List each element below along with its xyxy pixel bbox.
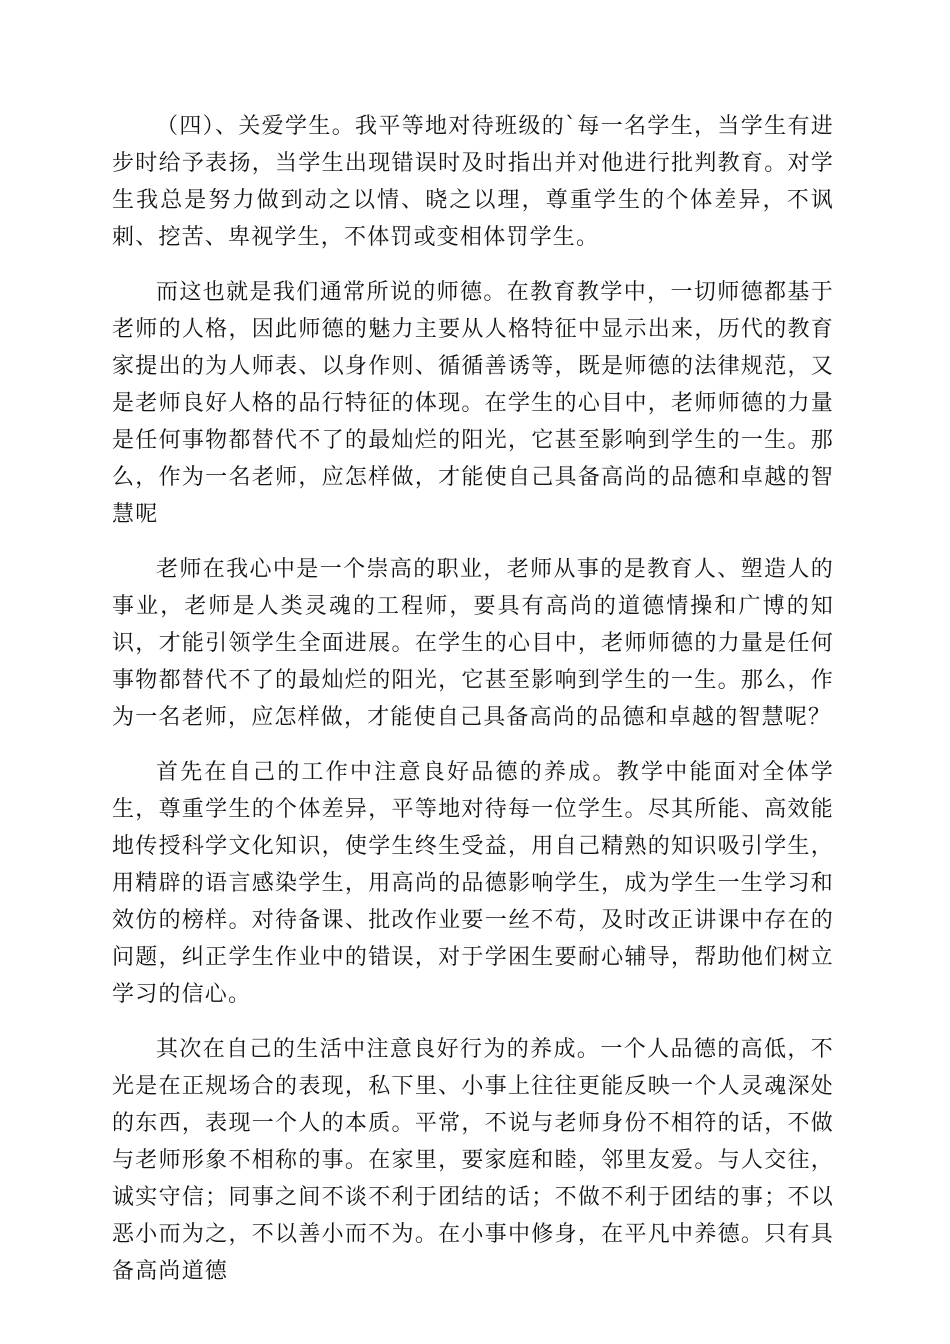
paragraph-noble-profession: 老师在我心中是一个崇高的职业，老师从事的是教育人、塑造人的事业，老师是人类灵魂的工程师，要具有高尚的道德情操和广博的知识，才能引领学生全面进展。在学生的心目中，老师师德的力量是任何事物都替代不了的最灿烂的阳光，它甚至影响到学生的一生。那么，作为一名老师，应怎样做，才能使自己具备高尚的品德和卓越的智慧呢？ (112, 557, 834, 730)
paragraph-life-behavior: 其次在自己的生活中注意良好行为的养成。一个人品德的高低，不光是在正规场合的表现，私下里、小事上往往更能反映一个人灵魂深处的东西，表现一个人的本质。平常，不说与老师身份不相符的话，不做与老师形象不相称的事。在家里，要家庭和睦，邻里友爱。与人交往，诚实守信；同事之间不谈不利于团结的话；不做不利于团结的事；不以恶小而为之，不以善小而不为。在小事中修身，在平凡中养德。只有具备高尚道德 (112, 1037, 834, 1284)
document-body (112, 108, 834, 1290)
paragraph-care-for-students: （四）、关爱学生。我平等地对待班级的`每一名学生，当学生有进步时给予表扬，当学生出现错误时及时指出并对他进行批判教育。对学生我总是努力做到动之以情、晓之以理，尊重学生的个体差异，不讽刺、挖苦、卑视学生，不体罚或变相体罚学生。 (112, 114, 834, 250)
paragraph-work-virtue: 首先在自己的工作中注意良好品德的养成。教学中能面对全体学生，尊重学生的个体差异，平等地对待每一位学生。尽其所能、高效能地传授科学文化知识，使学生终生受益，用自己精熟的知识吸引学生，用精辟的语言感染学生，用高尚的品德影响学生，成为学生一生学习和效仿的榜样。对待备课、批改作业要一丝不苟，及时改正讲课中存在的问题，纠正学生作业中的错误，对于学困生要耐心辅导，帮助他们树立学习的信心。 (112, 760, 834, 1007)
paragraph-teacher-ethics: 而这也就是我们通常所说的师德。在教育教学中，一切师德都基于老师的人格，因此师德的魅力主要从人格特征中显示出来，历代的教育家提出的为人师表、以身作则、循循善诱等，既是师德的法律规范，又是老师良好人格的品行特征的体现。在学生的心目中，老师师德的力量是任何事物都替代不了的最灿烂的阳光，它甚至影响到学生的一生。那么，作为一名老师，应怎样做，才能使自己具备高尚的品德和卓越的智慧呢 (112, 280, 834, 527)
